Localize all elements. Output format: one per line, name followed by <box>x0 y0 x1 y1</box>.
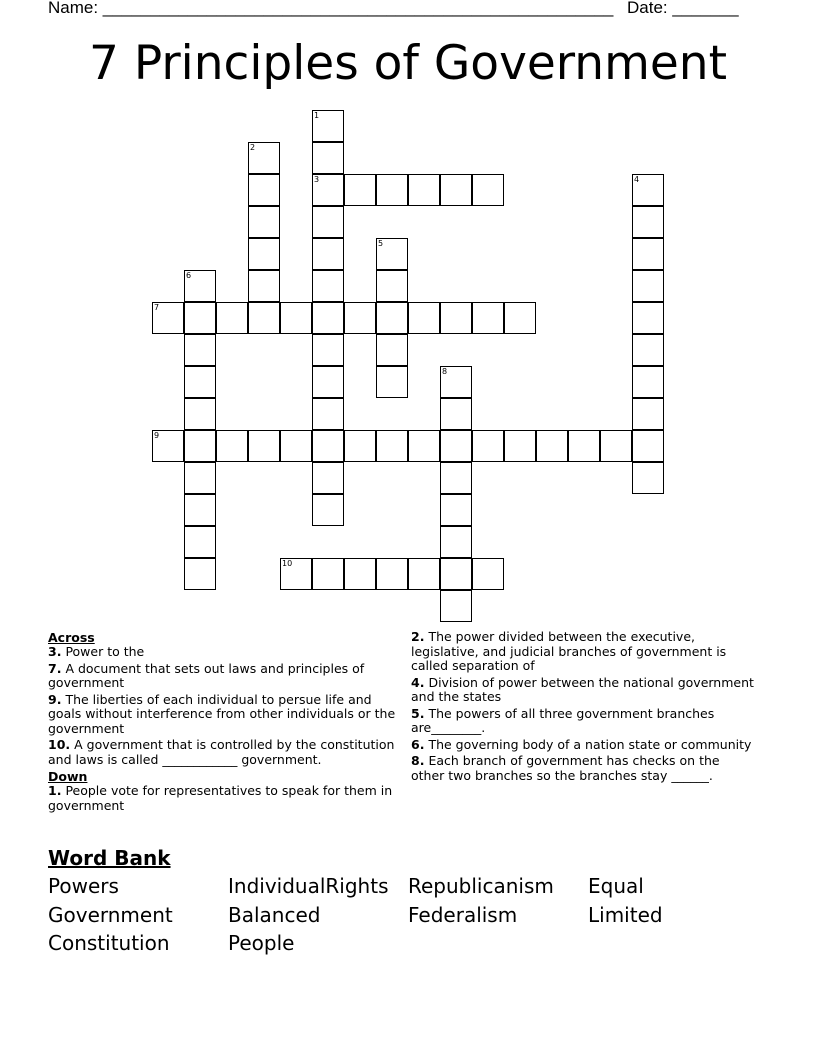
crossword-cell[interactable] <box>216 302 248 334</box>
crossword-cell[interactable] <box>312 142 344 174</box>
clue-number: 1. <box>48 783 62 798</box>
crossword-cell[interactable] <box>376 334 408 366</box>
word-bank-item: Federalism <box>408 903 518 927</box>
down-heading: Down <box>48 769 88 784</box>
crossword-cell[interactable] <box>408 558 440 590</box>
crossword-cell[interactable] <box>248 302 280 334</box>
crossword-cell[interactable] <box>312 110 344 142</box>
word-bank-title: Word Bank <box>48 846 171 870</box>
word-bank-item: Equal <box>588 874 644 898</box>
crossword-cell[interactable] <box>184 398 216 430</box>
crossword-cell[interactable] <box>376 558 408 590</box>
crossword-cell[interactable] <box>632 302 664 334</box>
clue-number: 8. <box>411 753 425 768</box>
cell-number: 10 <box>282 559 293 568</box>
crossword-cell[interactable] <box>280 430 312 462</box>
crossword-cell[interactable] <box>376 366 408 398</box>
crossword-cell[interactable] <box>376 430 408 462</box>
crossword-cell[interactable] <box>312 462 344 494</box>
clue-down-4 <box>411 676 756 705</box>
clue-number: 9. <box>48 691 62 707</box>
clue-across-7 <box>48 662 404 691</box>
crossword-cell[interactable] <box>504 302 536 334</box>
crossword-cell[interactable] <box>152 430 184 462</box>
crossword-cell[interactable] <box>344 174 376 206</box>
crossword-cell[interactable] <box>184 494 216 526</box>
crossword-cell[interactable] <box>312 174 344 206</box>
clue-number: 2. <box>411 629 425 644</box>
crossword-cell[interactable] <box>632 206 664 238</box>
clue-down-8 <box>411 754 756 783</box>
clue-text: The powers of all three government branches are________. <box>411 705 715 735</box>
crossword-cell[interactable] <box>184 558 216 590</box>
clue-text: A document that sets out laws and principles of government <box>48 660 365 690</box>
crossword-cell[interactable] <box>632 334 664 366</box>
crossword-cell[interactable] <box>440 302 472 334</box>
cell-number: 5 <box>378 239 384 248</box>
crossword-cell[interactable] <box>632 462 664 494</box>
crossword-cell[interactable] <box>440 398 472 430</box>
crossword-cell[interactable] <box>440 590 472 622</box>
word-bank-item: Balanced <box>228 903 321 927</box>
crossword-cell[interactable] <box>344 302 376 334</box>
crossword-cell[interactable] <box>184 302 216 334</box>
cell-number: 3 <box>314 175 320 184</box>
cell-number: 7 <box>154 303 160 312</box>
crossword-cell[interactable] <box>184 430 216 462</box>
crossword-cell[interactable] <box>184 366 216 398</box>
cell-number: 8 <box>442 367 448 376</box>
crossword-cell[interactable] <box>440 494 472 526</box>
crossword-cell[interactable] <box>248 270 280 302</box>
crossword-cell[interactable] <box>312 238 344 270</box>
clue-across-10 <box>48 738 404 767</box>
cell-number: 6 <box>186 271 192 280</box>
crossword-cell[interactable] <box>216 430 248 462</box>
clue-number: 10. <box>48 737 71 752</box>
crossword-cell[interactable] <box>632 174 664 206</box>
clue-down-5 <box>411 707 756 736</box>
crossword-cell[interactable] <box>248 206 280 238</box>
cell-number: 4 <box>634 175 640 184</box>
word-bank-item: Republicanism <box>408 874 554 898</box>
crossword-cell[interactable] <box>312 430 344 462</box>
clue-text: The governing body of a nation state or community <box>428 736 752 752</box>
crossword-cell[interactable] <box>632 238 664 270</box>
word-bank-item: Constitution <box>48 931 170 955</box>
word-bank-item: People <box>228 931 295 955</box>
clue-across-3 <box>48 645 404 660</box>
crossword-cell[interactable] <box>440 526 472 558</box>
crossword-cell[interactable] <box>312 206 344 238</box>
word-bank-item: Limited <box>588 903 663 927</box>
crossword-cell[interactable] <box>536 430 568 462</box>
clue-number: 6. <box>411 736 425 752</box>
crossword-cell[interactable] <box>184 334 216 366</box>
crossword-cell[interactable] <box>408 430 440 462</box>
crossword-cell[interactable] <box>440 558 472 590</box>
crossword-cell[interactable] <box>280 558 312 590</box>
crossword-cell[interactable] <box>504 430 536 462</box>
across-heading: Across <box>48 630 95 645</box>
crossword-cell[interactable] <box>280 302 312 334</box>
crossword-cell[interactable] <box>312 302 344 334</box>
crossword-cell[interactable] <box>472 302 504 334</box>
clue-number: 7. <box>48 660 62 676</box>
clue-number: 3. <box>48 644 62 659</box>
crossword-cell[interactable] <box>376 270 408 302</box>
crossword-cell[interactable] <box>312 398 344 430</box>
clues-right-column <box>411 630 756 785</box>
crossword-cell[interactable] <box>312 334 344 366</box>
clue-text: A government that is controlled by the constitution and laws is called ____________ government. <box>48 737 395 767</box>
clue-text: Division of power between the national government and the states <box>411 674 754 704</box>
crossword-cell[interactable] <box>152 302 184 334</box>
crossword-cell[interactable] <box>600 430 632 462</box>
clue-down-6 <box>411 738 756 753</box>
crossword-cell[interactable] <box>184 270 216 302</box>
clue-text: Each branch of government has checks on the other two branches so the branches stay ______. <box>411 753 720 783</box>
crossword-cell[interactable] <box>632 366 664 398</box>
crossword-cell[interactable] <box>632 270 664 302</box>
clue-down-1 <box>48 784 404 813</box>
clue-text: The power divided between the executive, legislative, and judicial branches of government is called separation of <box>411 629 727 673</box>
clue-across-9 <box>48 693 404 737</box>
crossword-cell[interactable] <box>248 142 280 174</box>
crossword-cell[interactable] <box>440 430 472 462</box>
crossword-cell[interactable] <box>248 430 280 462</box>
clue-down-2 <box>411 630 756 674</box>
crossword-cell[interactable] <box>408 174 440 206</box>
word-bank-item: Powers <box>48 874 119 898</box>
crossword-cell[interactable] <box>312 558 344 590</box>
crossword-cell[interactable] <box>632 398 664 430</box>
clues-left-column <box>48 630 404 815</box>
word-bank-item: Government <box>48 903 173 927</box>
page-title: 7 Principles of Government <box>88 36 727 91</box>
crossword-cell[interactable] <box>184 526 216 558</box>
clue-text: The liberties of each individual to persue life and goals without interference from other individuals or the government <box>48 691 396 736</box>
cell-number: 1 <box>314 111 320 120</box>
crossword-cell[interactable] <box>440 462 472 494</box>
crossword-cell[interactable] <box>408 302 440 334</box>
crossword-cell[interactable] <box>248 238 280 270</box>
clue-number: 4. <box>411 674 425 690</box>
cell-number: 9 <box>154 431 160 440</box>
crossword-cell[interactable] <box>440 366 472 398</box>
name-field[interactable]: Name: ______________________________________________________ <box>48 0 614 17</box>
clue-text: People vote for representatives to speak for them in government <box>48 783 393 813</box>
crossword-cell[interactable] <box>376 238 408 270</box>
crossword-cell[interactable] <box>312 366 344 398</box>
clue-text: Power to the <box>65 644 145 659</box>
crossword-cell[interactable] <box>440 174 472 206</box>
crossword-cell[interactable] <box>248 174 280 206</box>
crossword-cell[interactable] <box>376 302 408 334</box>
word-bank-item: IndividualRights <box>228 874 389 898</box>
clue-number: 5. <box>411 705 425 721</box>
date-field[interactable]: Date: _______ <box>627 0 739 17</box>
crossword-cell[interactable] <box>312 270 344 302</box>
crossword-cell[interactable] <box>568 430 600 462</box>
crossword-cell[interactable] <box>632 430 664 462</box>
crossword-cell[interactable] <box>472 174 504 206</box>
crossword-cell[interactable] <box>376 174 408 206</box>
crossword-cell[interactable] <box>472 430 504 462</box>
crossword-cell[interactable] <box>472 558 504 590</box>
crossword-cell[interactable] <box>184 462 216 494</box>
crossword-cell[interactable] <box>312 494 344 526</box>
crossword-cell[interactable] <box>344 558 376 590</box>
cell-number: 2 <box>250 143 256 152</box>
crossword-cell[interactable] <box>344 430 376 462</box>
